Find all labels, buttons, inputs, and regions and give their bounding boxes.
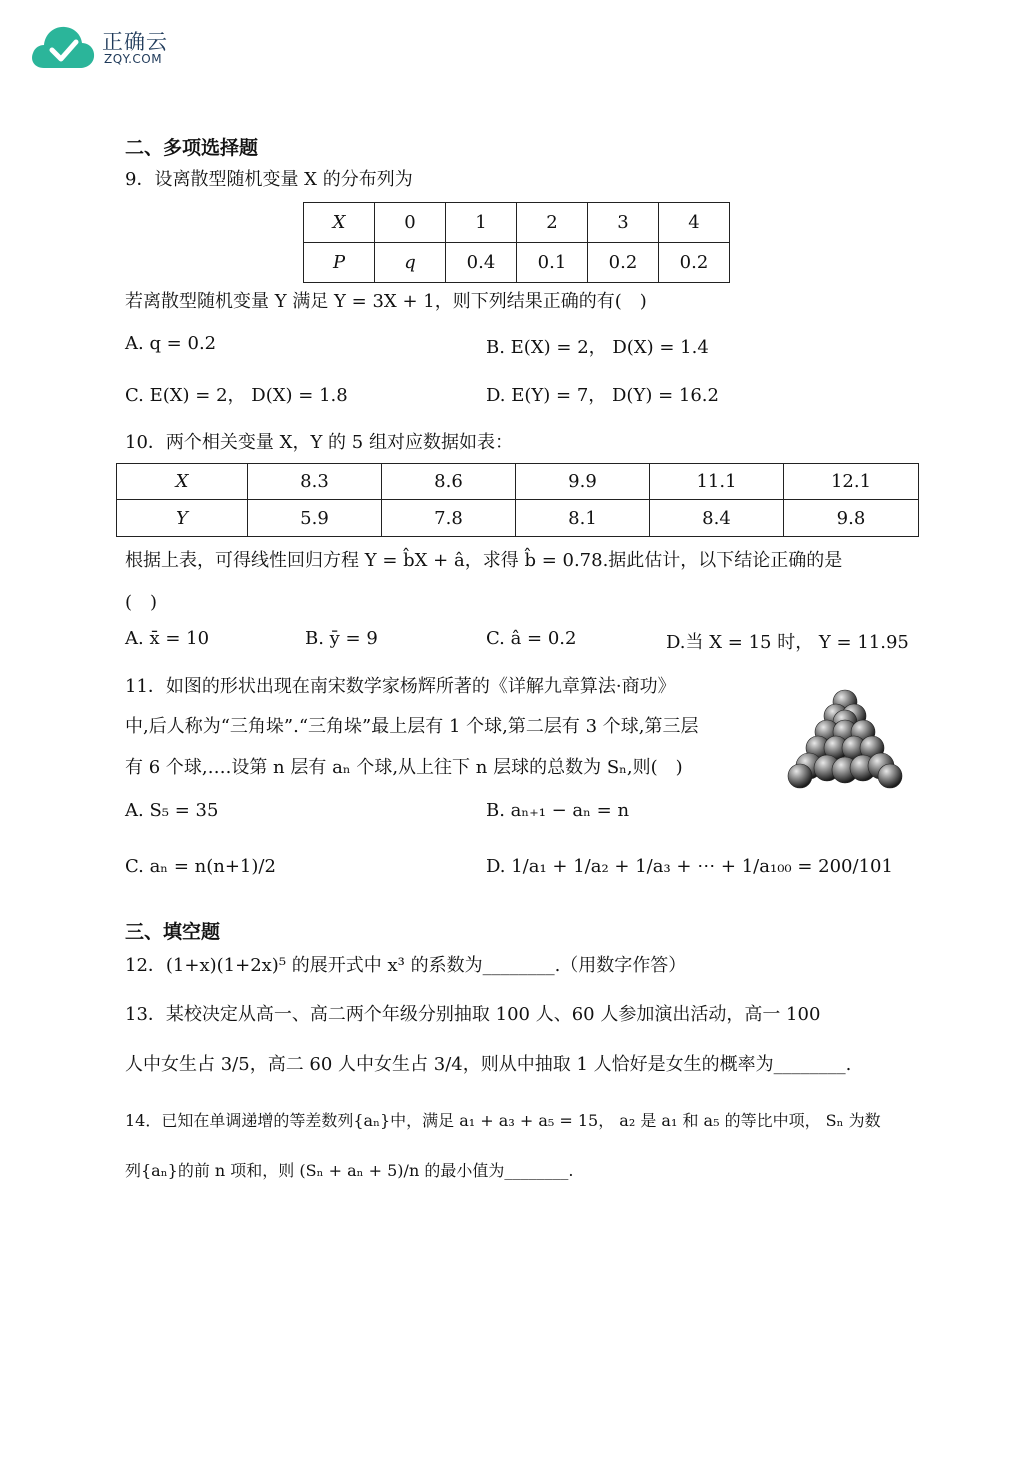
q10-option-b: B. ȳ = 9: [305, 628, 378, 649]
q10-cell: 11.1: [650, 464, 784, 500]
cloud-check-icon: [30, 22, 96, 74]
zqy-logo: [30, 22, 180, 74]
q9-cell: 0: [375, 203, 446, 243]
q9-condition: 若离散型随机变量 Y 满足 Y = 3X + 1，则下列结果正确的有( ): [125, 291, 647, 312]
q10-text: 根据上表，可得线性回归方程 Y = b̂X + â，求得 b̂ = 0.78.据此估计，以下结论正确的是: [125, 550, 843, 571]
section-title-fill-in: 三、填空题: [125, 921, 221, 943]
q9-cell: 3: [588, 203, 659, 243]
q10-cell: 7.8: [382, 500, 516, 537]
q9-stem: 9．设离散型随机变量 X 的分布列为: [125, 169, 413, 190]
q10-cell: 8.1: [516, 500, 650, 537]
section-title-multiple-choice: 二、多项选择题: [125, 137, 259, 159]
q9-cell: q: [375, 243, 446, 283]
q9-option-b: B. E(X) = 2， D(X) = 1.4: [486, 337, 709, 358]
q11-option-a: A. S₅ = 35: [125, 800, 219, 821]
q10-cell: 8.6: [382, 464, 516, 500]
q10-cell: 5.9: [248, 500, 382, 537]
q11-line3: 有 6 个球,….设第 n 层有 aₙ 个球,从上往下 n 层球的总数为 Sₙ,则( ): [125, 757, 683, 778]
q9-cell: 2: [517, 203, 588, 243]
q10-cell: 9.9: [516, 464, 650, 500]
q11-option-b: B. aₙ₊₁ − aₙ = n: [486, 800, 630, 821]
q13-line1: 13．某校决定从高一、高二两个年级分别抽取 100 人、60 人参加演出活动，高一 100: [125, 1004, 821, 1025]
q14-line1: 14．已知在单调递增的等差数列{aₙ}中，满足 a₁ + a₃ + a₅ = 15， a₂ 是 a₁ 和 a₅ 的等比中项， Sₙ 为数: [125, 1111, 881, 1130]
q9-option-c: C. E(X) = 2， D(X) = 1.8: [125, 385, 348, 406]
q11-option-d: D. 1/a₁ + 1/a₂ + 1/a₃ + ⋯ + 1/a₁₀₀ = 200/101: [486, 856, 893, 877]
q14-line2: 列{aₙ}的前 n 项和，则 (Sₙ + aₙ + 5)/n 的最小值为________.: [125, 1161, 574, 1180]
q10-paren: ( ): [125, 592, 158, 613]
q10-cell: X: [117, 464, 248, 500]
q9-distribution-table: [303, 202, 730, 283]
q10-cell: Y: [117, 500, 248, 537]
q9-cell: 0.4: [446, 243, 517, 283]
q10-option-c: C. â = 0.2: [486, 628, 577, 649]
q10-data-table: [116, 463, 919, 537]
q10-option-d: D.当 X = 15 时， Y = 11.95: [666, 632, 909, 653]
q10-cell: 8.4: [650, 500, 784, 537]
q9-cell: 0.1: [517, 243, 588, 283]
q12-text: 12．(1+x)(1+2x)⁵ 的展开式中 x³ 的系数为________.（用数字作答）: [125, 955, 687, 976]
logo-chinese-name: 正确云: [102, 30, 168, 54]
q11-option-c: C. aₙ = n(n+1)/2: [125, 856, 276, 877]
q9-cell: 4: [659, 203, 730, 243]
q10-option-a: A. x̄ = 10: [125, 628, 210, 649]
q11-line1: 11．如图的形状出现在南宋数学家杨辉所著的《详解九章算法·商功》: [125, 676, 676, 697]
q10-stem: 10．两个相关变量 X，Y 的 5 组对应数据如表：: [125, 432, 513, 453]
logo-url: ZQY.COM: [104, 52, 163, 66]
q9-cell: 0.2: [588, 243, 659, 283]
q13-line2: 人中女生占 3/5，高二 60 人中女生占 3/4，则从中抽取 1 人恰好是女生的概率为________.: [125, 1054, 852, 1075]
q10-cell: 12.1: [784, 464, 919, 500]
q9-option-a: A. q = 0.2: [125, 333, 217, 354]
q9-cell: X: [304, 203, 375, 243]
q11-line2: 中,后人称为“三角垛”.“三角垛”最上层有 1 个球,第二层有 3 个球,第三层: [125, 716, 699, 737]
q9-cell: 0.2: [659, 243, 730, 283]
sphere-pyramid-image: [786, 688, 904, 792]
q9-cell: P: [304, 243, 375, 283]
q9-option-d: D. E(Y) = 7， D(Y) = 16.2: [486, 385, 719, 406]
q10-cell: 8.3: [248, 464, 382, 500]
q10-cell: 9.8: [784, 500, 919, 537]
q9-cell: 1: [446, 203, 517, 243]
